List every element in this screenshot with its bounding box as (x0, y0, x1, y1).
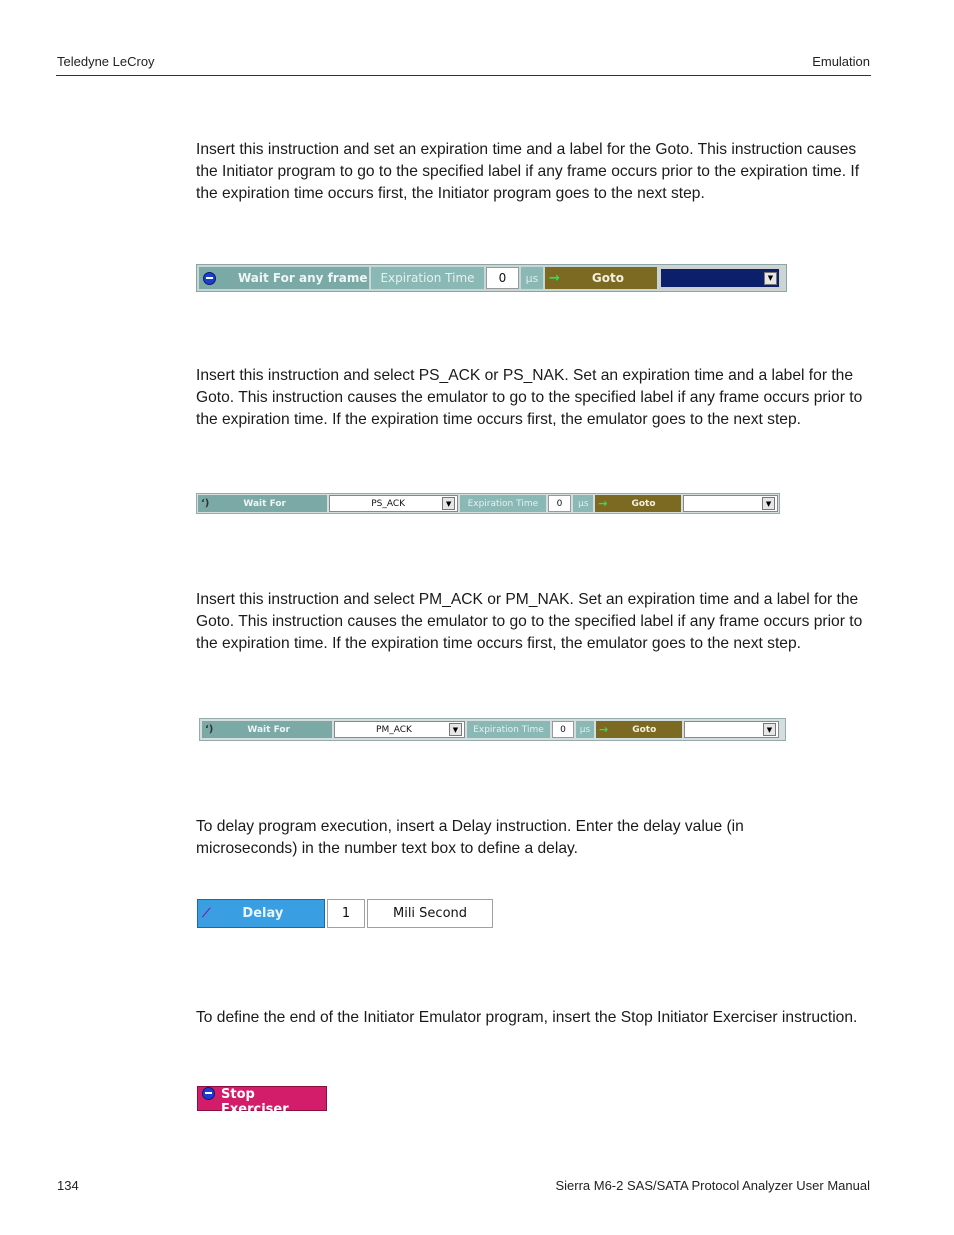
wait-for-label: Wait For (243, 498, 286, 509)
arrow-right-icon: → (599, 723, 609, 736)
expiration-time-input[interactable]: 0 (548, 495, 572, 512)
wait-for-label-cell[interactable] (198, 495, 327, 512)
wait-any-frame-label: Wait For any frame (238, 271, 368, 285)
expiration-time-input[interactable]: 0 (486, 267, 519, 289)
manual-title: Sierra M6-2 SAS/SATA Protocol Analyzer User Manual (555, 1178, 870, 1193)
delay-label-cell[interactable] (197, 899, 325, 928)
goto-label: Goto (631, 498, 656, 509)
minus-circle-icon (203, 272, 216, 285)
minus-circle-icon (202, 1087, 215, 1100)
unit-label: µs (573, 495, 593, 512)
pm-type-select[interactable] (334, 721, 465, 738)
delay-instruction[interactable] (197, 899, 497, 928)
ear-icon: ʻ) (201, 498, 210, 509)
section-5-paragraph: To define the end of the Initiator Emulator program, insert the Stop Initiator Exerciser instruction. (196, 1009, 858, 1026)
ear-icon: ʻ) (205, 724, 214, 735)
delay-icon: ⟋ (202, 906, 211, 920)
expiration-time-label: Expiration Time (467, 721, 550, 738)
wait-for-ps-instruction[interactable] (196, 493, 780, 514)
section-3-paragraph: Insert this instruction and select PM_ACK or PM_NAK. Set an expiration time and a label for the Goto. This instruction causes the emulator to go to the specified label if any frame occurs prior to the expiration time. If the expiration time occurs first, the emulator goes to the next step. (196, 591, 863, 652)
wait-for-pm-instruction[interactable] (199, 718, 786, 741)
stop-exerciser-label: Stop Exerciser (221, 1087, 289, 1117)
chevron-down-icon[interactable]: ▼ (764, 272, 777, 285)
chevron-down-icon[interactable]: ▼ (449, 723, 462, 736)
section-2-paragraph: Insert this instruction and select PS_ACK or PS_NAK. Set an expiration time and a label for the Goto. This instruction causes the emulator to go to the specified label if any frame occurs prior to the expiration time. If the expiration time occurs first, the emulator goes to the next step. (196, 367, 863, 428)
header-section: Emulation (812, 54, 870, 69)
wait-for-label: Wait For (247, 724, 290, 735)
unit-label: µs (521, 267, 543, 289)
expiration-time-label: Expiration Time (460, 495, 545, 512)
goto-label: Goto (632, 724, 657, 735)
page-number: 134 (57, 1178, 79, 1193)
delay-value-input[interactable]: 1 (327, 899, 365, 928)
stop-exerciser-instruction[interactable] (197, 1086, 327, 1117)
goto-label-select[interactable] (683, 495, 778, 512)
goto-label-select[interactable] (659, 267, 781, 289)
wait-for-label-cell[interactable] (202, 721, 332, 738)
expiration-time-input[interactable]: 0 (552, 721, 574, 738)
goto-label-cell (545, 267, 657, 289)
pm-type-value: PM_ACK (376, 724, 412, 735)
expiration-time-label: Expiration Time (371, 267, 484, 289)
arrow-right-icon: → (598, 497, 608, 510)
ps-type-select[interactable] (329, 495, 458, 512)
wait-any-frame-label-cell[interactable] (199, 267, 369, 289)
section-4-paragraph: To delay program execution, insert a Delay instruction. Enter the delay value (in microseconds) in the number text box to define a delay. (196, 818, 744, 857)
chevron-down-icon[interactable]: ▼ (442, 497, 455, 510)
goto-label-select[interactable] (684, 721, 779, 738)
delay-unit-label[interactable]: Mili Second (367, 899, 493, 928)
section-1-paragraph: Insert this instruction and set an expiration time and a label for the Goto. This instruction causes the Initiator program to go to the specified label if any frame occurs prior to the expiration time. If the expiration time occurs first, the Initiator program goes to the next step. (196, 141, 860, 202)
goto-label-cell (596, 721, 682, 738)
unit-label: µs (576, 721, 594, 738)
chevron-down-icon[interactable]: ▼ (763, 723, 776, 736)
goto-label: Goto (591, 271, 624, 285)
goto-label-cell (595, 495, 680, 512)
header-company: Teledyne LeCroy (57, 54, 155, 69)
delay-label: Delay (242, 906, 284, 921)
arrow-right-icon: → (549, 270, 560, 286)
chevron-down-icon[interactable]: ▼ (762, 497, 775, 510)
header-rule (56, 75, 871, 76)
wait-any-frame-instruction[interactable] (196, 264, 787, 292)
ps-type-value: PS_ACK (371, 498, 406, 509)
